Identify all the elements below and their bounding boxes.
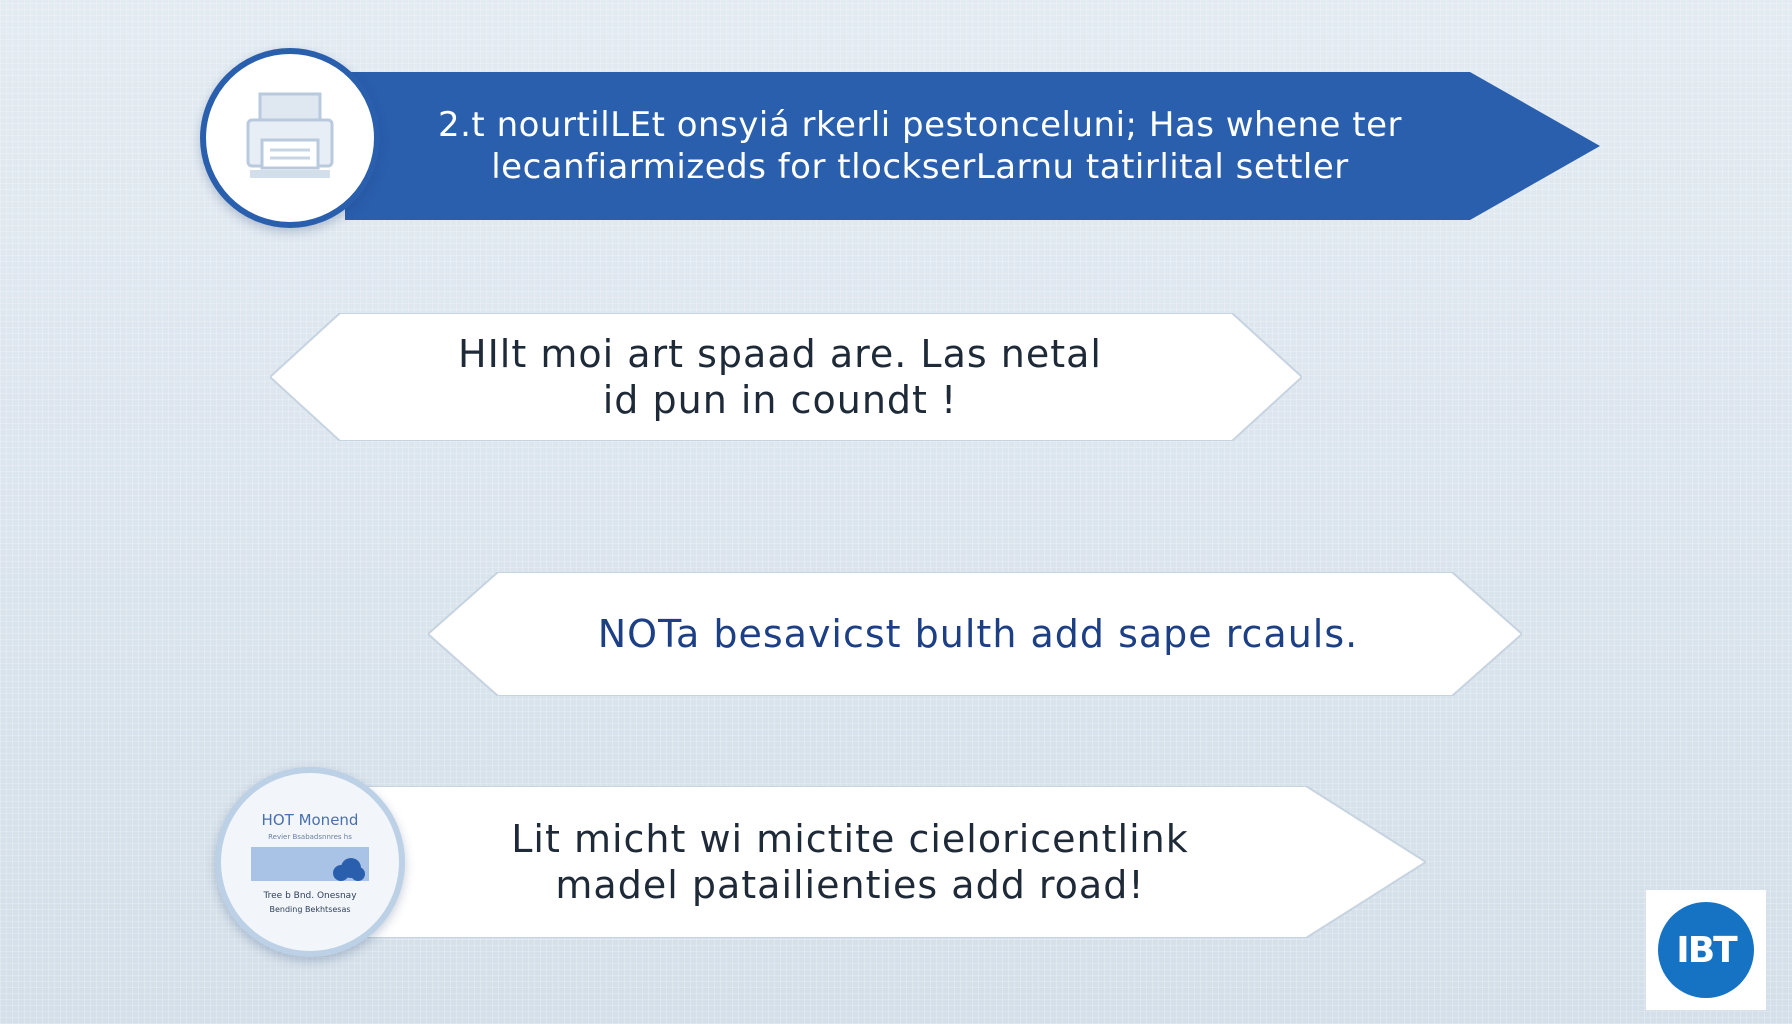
badge-title: HOT Monend: [261, 811, 359, 829]
ibt-logo: [1646, 890, 1766, 1010]
banner-2-line-1: HIlt moi art spaad are. Las netal: [458, 332, 1102, 376]
banner-2-line-2: id pun in coundt !: [602, 378, 958, 422]
ibt-logo-seal: [1658, 902, 1754, 998]
banner-2-text: [350, 313, 1210, 441]
banner-4-line-1: Lit micht wi mictite cieloricentlink: [511, 817, 1189, 861]
ibt-logo-text: IBT: [1676, 929, 1736, 971]
banner-4-text: [400, 786, 1300, 938]
banner-3: [428, 572, 1522, 696]
banner-3-line-1: NOTa besavicst bulth add sape rcauls.: [597, 612, 1359, 656]
badge-icon: [215, 767, 405, 957]
badge-footer-1: Tree b Bnd. Onesnay: [263, 891, 357, 901]
badge-footer-2: Bending Bekhtsesas: [269, 905, 351, 914]
banner-1-line-2: lecanfiarmizeds for tlockserLarnu tatirlital settler: [491, 147, 1349, 187]
cloud-icon: [331, 857, 365, 883]
banner-4-line-2: madel patailienties add road!: [555, 863, 1145, 907]
banner-3-text: [508, 572, 1448, 696]
banner-1: [345, 72, 1600, 220]
banner-2: [270, 313, 1302, 441]
banner-1-line-1: 2.t nourtilLEt onsyiá rkerli pestonceluni; Has whene ter: [437, 105, 1403, 145]
badge-subtitle: Revier Bsabadsnnres hs: [268, 833, 352, 841]
banner-4: [360, 786, 1426, 938]
banner-1-text: [385, 72, 1455, 220]
printer-icon: [200, 48, 380, 228]
